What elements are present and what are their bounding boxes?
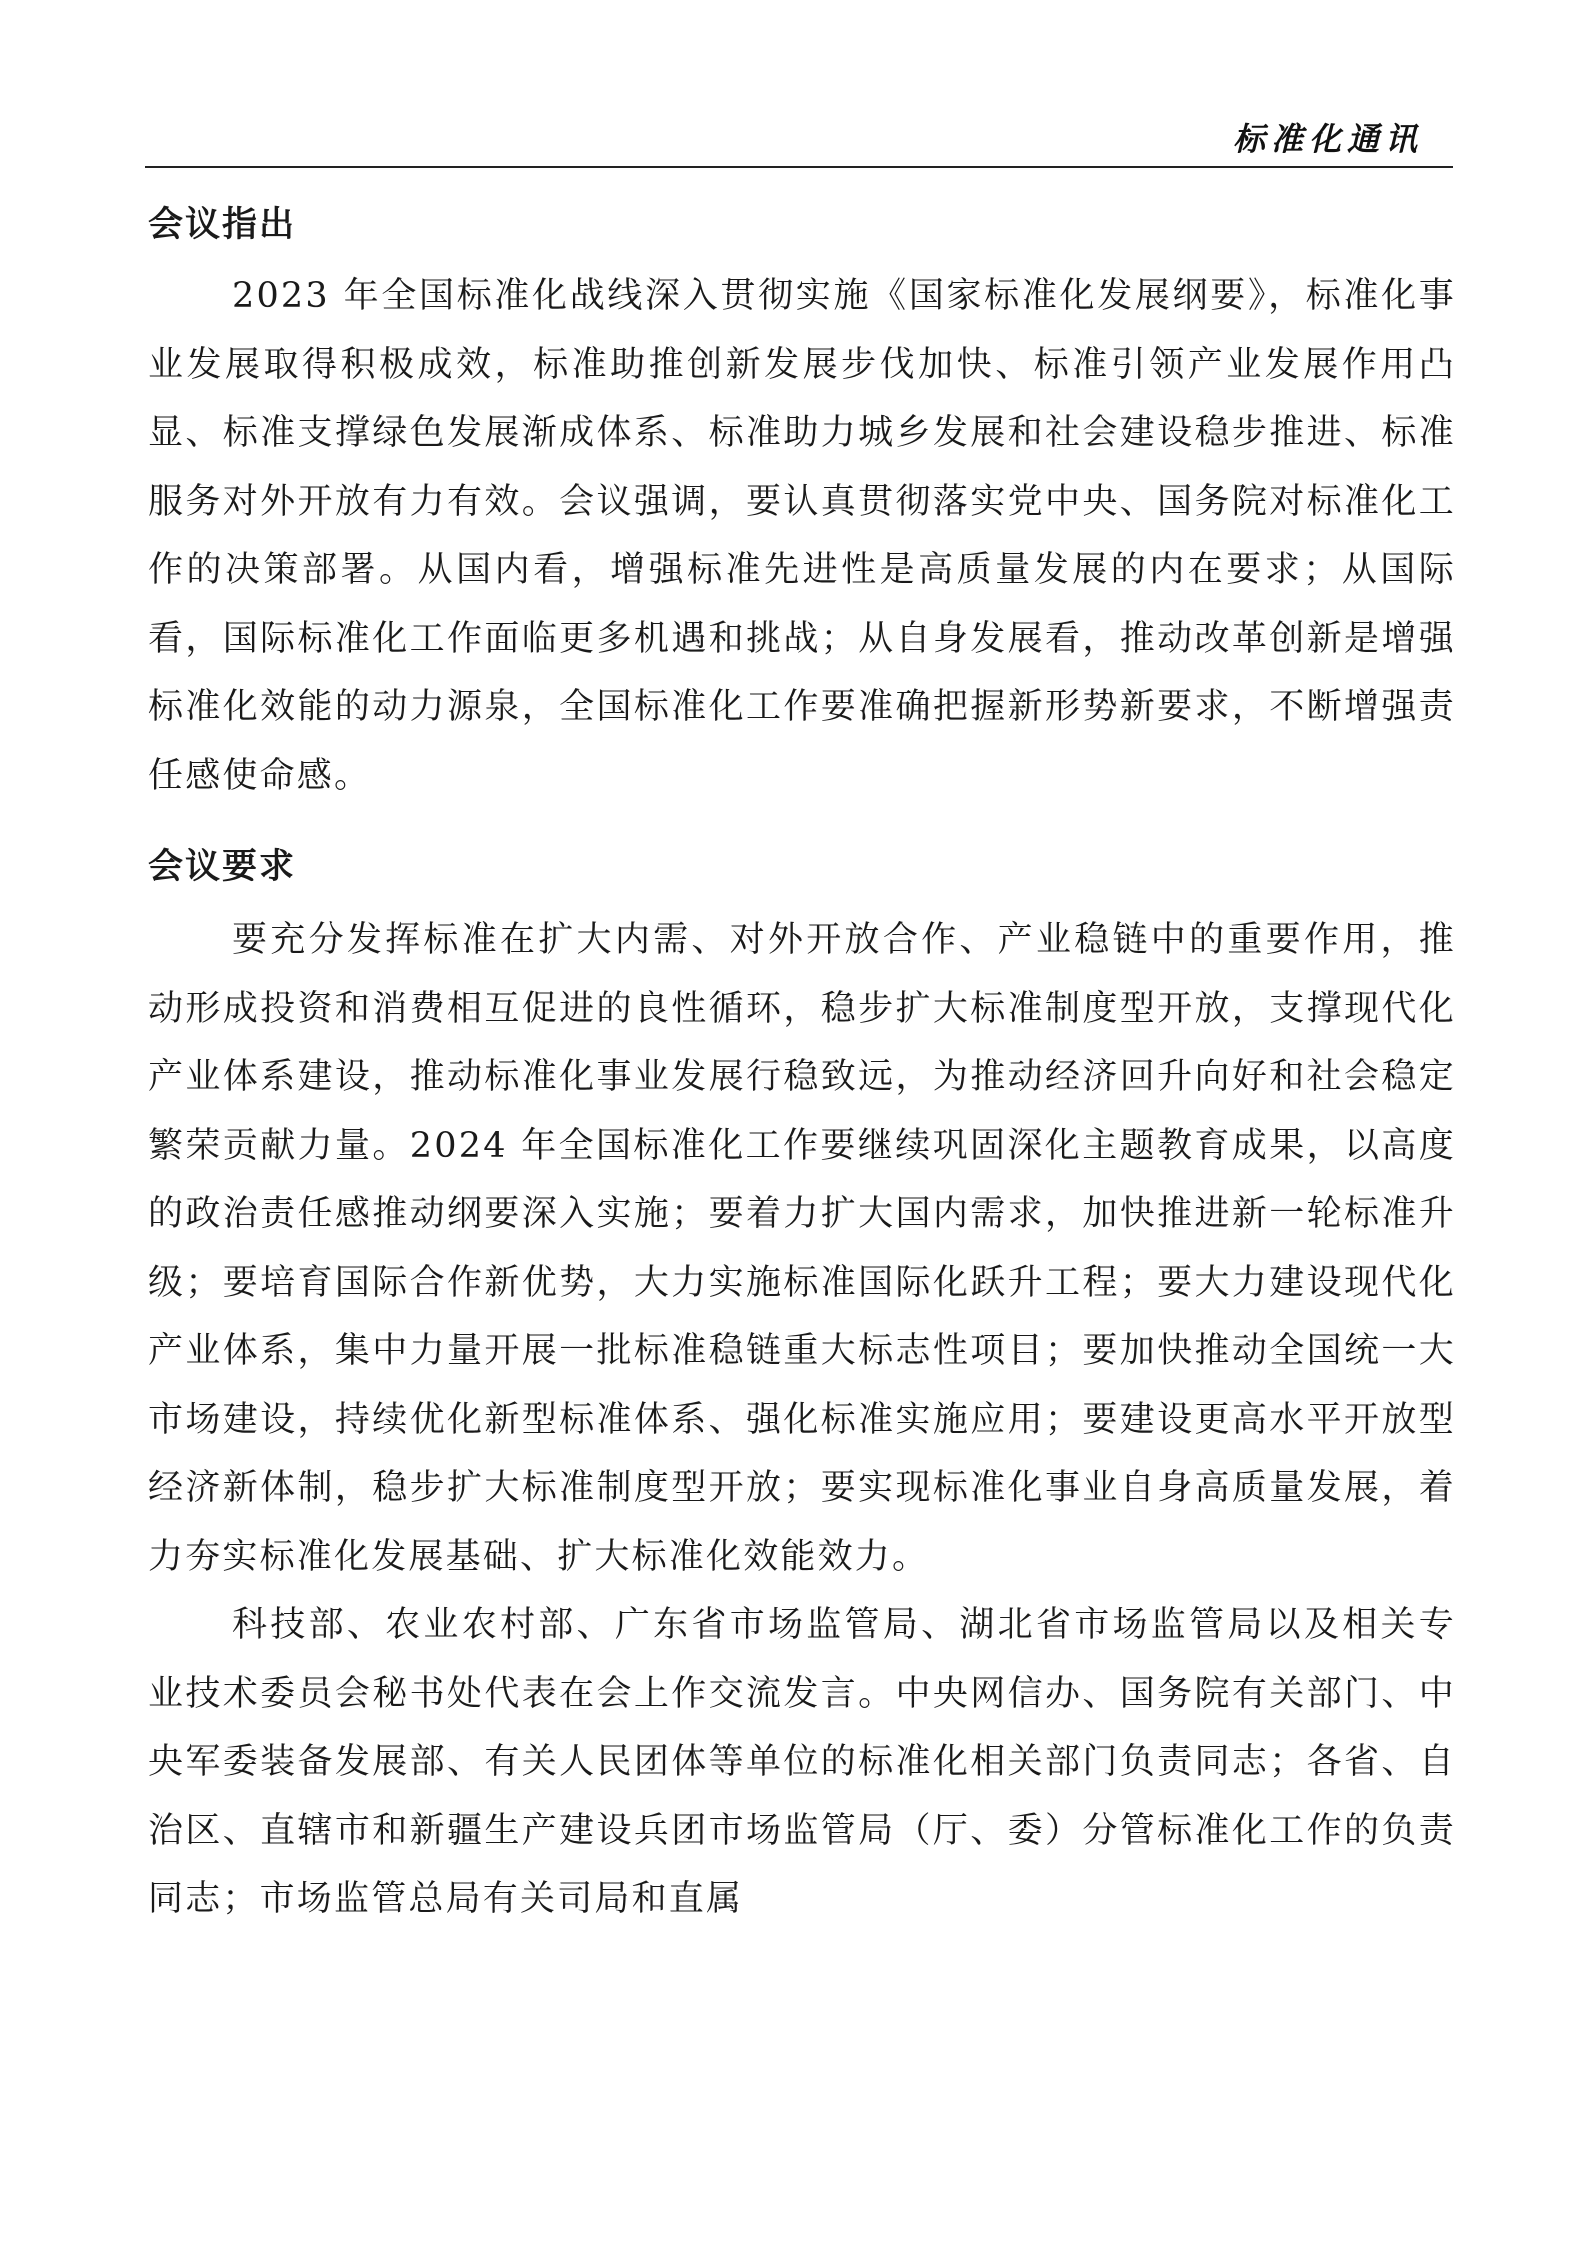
- journal-title: 标准化通讯: [1232, 120, 1423, 158]
- paragraph: 2023 年全国标准化战线深入贯彻实施《国家标准化发展纲要》，标准化事业发展取得积极成效，标准助推创新发展步伐加快、标准引领产业发展作用凸显、标准支撑绿色发展渐成体系、标准助力城乡发展和社会建设稳步推进、标准服务对外开放有力有效。会议强调，要认真贯彻落实党中央、国务院对标准化工作的决策部署。从国内看，增强标准先进性是高质量发展的内在要求；从国际看，国际标准化工作面临更多机遇和挑战；从自身发展看，推动改革创新是增强标准化效能的动力源泉，全国标准化工作要准确把握新形势新要求，不断增强责任感使命感。: [148, 276, 1456, 796]
- paragraph: 要充分发挥标准在扩大内需、对外开放合作、产业稳链中的重要作用，推动形成投资和消费相互促进的良性循环，稳步扩大标准制度型开放，支撑现代化产业体系建设，推动标准化事业发展行稳致远，为推动经济回升向好和社会稳定繁荣贡献力量。2024 年全国标准化工作要继续巩固深化主题教育成果，以高度的政治责任感推动纲要深入实施；要着力扩大国内需求，加快推进新一轮标准升级；要培育国际合作新优势，大力实施标准国际化跃升工程；要大力建设现代化产业体系，集中力量开展一批标准稳链重大标志性项目；要加快推动全国统一大市场建设，持续优化新型标准体系、强化标准实施应用；要建设更高水平开放型经济新体制，稳步扩大标准制度型开放；要实现标准化事业自身高质量发展，着力夯实标准化发展基础、扩大标准化效能效力。: [148, 920, 1456, 1577]
- section-meeting-pointed-out: [148, 196, 1456, 810]
- section-heading: 会议要求: [148, 846, 297, 887]
- section-heading: 会议指出: [148, 204, 297, 245]
- article-body: [148, 196, 1456, 1934]
- paragraph: 科技部、农业农村部、广东省市场监管局、湖北省市场监管局以及相关专业技术委员会秘书处代表在会上作交流发言。中央网信办、国务院有关部门、中央军委装备发展部、有关人民团体等单位的标准化相关部门负责同志；各省、自治区、直辖市和新疆生产建设兵团市场监管局（厅、委）分管标准化工作的负责同志；市场监管总局有关司局和直属: [148, 1605, 1456, 1919]
- section-meeting-requirements: [148, 838, 1456, 1934]
- page-header: [145, 110, 1453, 168]
